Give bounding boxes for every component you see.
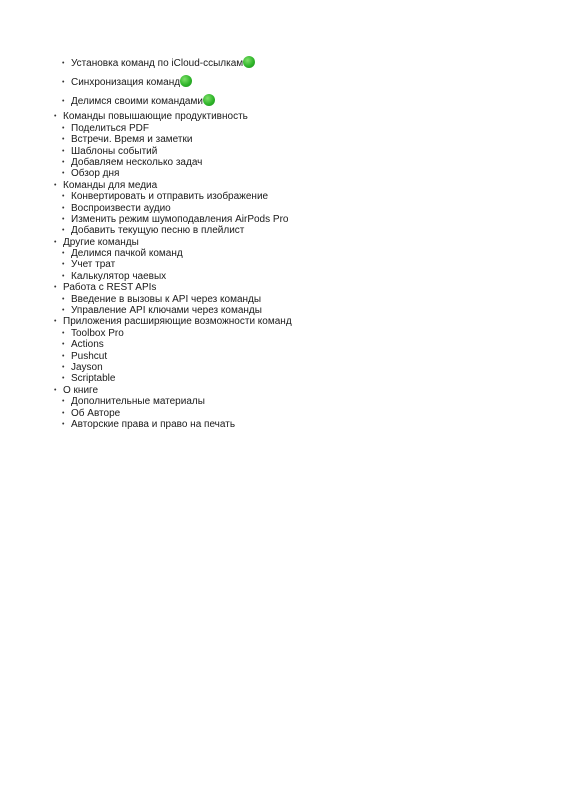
bullet-icon: •	[54, 386, 57, 394]
toc-item-label: Scriptable	[71, 373, 116, 385]
toc-item-label: Калькулятор чаевых	[71, 270, 167, 282]
bullet-icon: •	[62, 272, 65, 280]
toc-item-label: Actions	[71, 339, 104, 351]
bullet-icon: •	[62, 250, 65, 258]
toc-subitem[interactable]	[53, 419, 533, 430]
toc-item-label: Добавляем несколько задач	[71, 156, 203, 168]
toc-item-label: Делимся своими командами	[71, 95, 203, 107]
bullet-icon: •	[62, 261, 65, 269]
bullet-icon: •	[62, 136, 65, 144]
toc-item-label: Приложения расширяющие возможности команд	[63, 316, 292, 328]
toc-item-label: Учет трат	[71, 259, 116, 271]
toc-item-label: Команды для медиа	[63, 179, 158, 191]
toc-subitem[interactable]	[53, 408, 533, 419]
toc-subitem[interactable]	[53, 134, 533, 145]
bullet-icon: •	[62, 409, 65, 417]
bullet-icon: •	[54, 318, 57, 326]
toc-item-label: Конвертировать и отправить изображение	[71, 191, 269, 203]
toc-subitem[interactable]	[53, 157, 533, 168]
toc-item-label: Jayson	[71, 361, 103, 373]
green-dot-icon	[203, 94, 215, 106]
toc-subitem[interactable]	[53, 271, 533, 282]
toc-subitem[interactable]	[53, 373, 533, 384]
bullet-icon: •	[62, 398, 65, 406]
table-of-contents	[53, 55, 533, 430]
toc-subitem[interactable]	[53, 123, 533, 134]
bullet-icon: •	[62, 215, 65, 223]
toc-section-item[interactable]	[53, 282, 533, 293]
toc-subitem[interactable]	[53, 93, 533, 112]
toc-item-label: Установка команд по iCloud-ссылкам	[71, 58, 244, 69]
toc-item-label: Шаблоны событий	[71, 145, 158, 157]
toc-section-item[interactable]	[53, 237, 533, 248]
toc-subitem[interactable]	[53, 362, 533, 373]
bullet-icon: •	[62, 193, 65, 201]
toc-item-label: Pushcut	[71, 350, 108, 362]
toc-item-label: Поделиться PDF	[71, 122, 149, 134]
toc-item-label: Обзор дня	[71, 168, 120, 180]
bullet-icon: •	[62, 124, 65, 132]
toc-section-item[interactable]	[53, 316, 533, 327]
bullet-icon: •	[54, 284, 57, 292]
bullet-icon: •	[62, 158, 65, 166]
toc-item-label: Другие команды	[63, 236, 139, 248]
bullet-icon: •	[62, 329, 65, 337]
toc-section-item[interactable]	[53, 111, 533, 122]
green-dot-icon	[180, 75, 192, 87]
toc-item-label: Введение в вызовы к API через команды	[71, 293, 262, 305]
bullet-icon: •	[62, 147, 65, 155]
bullet-icon: •	[62, 170, 65, 178]
toc-subitem[interactable]	[53, 146, 533, 157]
bullet-icon: •	[54, 181, 57, 189]
toc-item-label: Управление API ключами через команды	[71, 305, 262, 317]
bullet-icon: •	[62, 341, 65, 349]
toc-subitem[interactable]	[53, 225, 533, 236]
bullet-icon: •	[62, 60, 65, 67]
toc-item-label: Работа с REST APIs	[63, 282, 157, 294]
toc-item-label: Дополнительные материалы	[71, 396, 205, 408]
bullet-icon: •	[62, 295, 65, 303]
toc-subitem[interactable]	[53, 328, 533, 339]
bullet-icon: •	[62, 363, 65, 371]
toc-item-label: Изменить режим шумоподавления AirPods Pro	[71, 213, 289, 225]
toc-subitem[interactable]	[53, 396, 533, 407]
toc-item-label: Делимся пачкой команд	[71, 248, 183, 260]
bullet-icon: •	[62, 97, 65, 105]
toc-item-label: Встречи. Время и заметки	[71, 134, 193, 146]
bullet-icon: •	[62, 420, 65, 428]
toc-item-label: Toolbox Pro	[71, 327, 124, 339]
toc-item-label: Авторские права и право на печать	[71, 418, 236, 430]
toc-subitem[interactable]	[53, 339, 533, 350]
bullet-icon: •	[62, 227, 65, 235]
toc-subitem[interactable]	[53, 74, 533, 93]
toc-subitem[interactable]	[53, 248, 533, 259]
toc-subitem[interactable]	[53, 294, 533, 305]
toc-item-label: Воспроизвести аудио	[71, 202, 171, 214]
bullet-icon: •	[62, 307, 65, 315]
toc-section-item[interactable]	[53, 385, 533, 396]
toc-subitem[interactable]	[53, 259, 533, 270]
toc-subitem[interactable]	[53, 191, 533, 202]
toc-item-label: О книге	[63, 384, 99, 396]
toc-subitem[interactable]	[53, 168, 533, 179]
toc-item-label: Синхронизация команд	[71, 76, 181, 88]
toc-subitem[interactable]	[53, 55, 533, 74]
green-dot-icon	[243, 56, 255, 68]
bullet-icon: •	[62, 352, 65, 360]
toc-subitem[interactable]	[53, 203, 533, 214]
bullet-icon: •	[54, 113, 57, 121]
toc-section-item[interactable]	[53, 180, 533, 191]
toc-subitem[interactable]	[53, 305, 533, 316]
toc-subitem[interactable]	[53, 214, 533, 225]
toc-item-label: Об Авторе	[71, 407, 121, 419]
bullet-icon: •	[62, 375, 65, 383]
toc-item-label: Команды повышающие продуктивность	[63, 111, 248, 123]
bullet-icon: •	[62, 78, 65, 86]
toc-subitem[interactable]	[53, 351, 533, 362]
toc-item-label: Добавить текущую песню в плейлист	[71, 225, 245, 237]
bullet-icon: •	[54, 238, 57, 246]
bullet-icon: •	[62, 204, 65, 212]
